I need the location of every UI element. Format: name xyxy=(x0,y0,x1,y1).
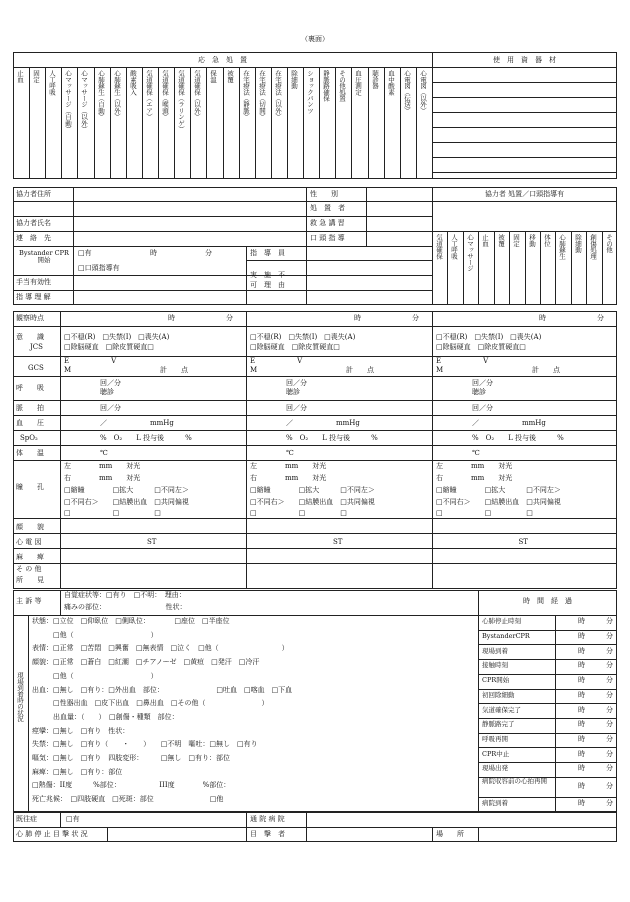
treatment-col-12: 保温 xyxy=(209,70,217,83)
arrival-line-6: □性器出血 □皮下出血 □鼻出血 □その他（ ） xyxy=(32,699,269,708)
treatment-col-16: 在宅療法（以外） xyxy=(274,70,282,120)
arrival-line-8: 痙攣：□無し □有り 性状： xyxy=(32,726,130,735)
cooperator-guidance-header: 協力者 処置／口頭指導有 xyxy=(484,190,565,198)
jcs-options2-c2: □除脳硬直 □除皮質硬直□ xyxy=(436,343,526,351)
pulse-rate-c2: 回／分 xyxy=(472,404,493,412)
pupil-row2-c1: □不同右＞ □結膜出血 □共同偏視 xyxy=(250,498,375,506)
consciousness-label: 意 識 xyxy=(16,333,44,341)
treatment-col-18: ショックパンツ xyxy=(306,70,314,114)
complexion-label: 顔 貌 xyxy=(16,523,44,531)
temperature-label: 体 温 xyxy=(16,449,44,457)
not-possible-reason-label: 可 理 由 xyxy=(250,281,285,289)
pupil-right-c1: 右 mm 対光 xyxy=(250,474,327,482)
cooperator-item-11: その他 xyxy=(605,234,613,253)
chief-complaint-label: 主 訴 等 xyxy=(16,597,42,605)
procedure-validity-label: 手当有効性 xyxy=(16,278,51,286)
treatment-col-3: 心マッサージ（自動） xyxy=(64,70,72,133)
arrival-line-11: 麻痺：□無し □有り：部位 xyxy=(32,767,123,776)
obs-minute-c1: 分 xyxy=(412,314,419,322)
chief-complaint-line1: 自覚症状等：□有り □不明： 理由： xyxy=(64,591,186,599)
history-label: 既往症 xyxy=(16,815,37,823)
treatment-col-25: 心電図（以外） xyxy=(419,70,427,114)
equipment-header: 使 用 資 器 材 xyxy=(493,56,556,64)
arrival-line-10: 嘔気：□無し □有り 四肢変形： □無し □有り：部位 xyxy=(32,754,230,762)
treatment-col-4: 心マッサージ（以外） xyxy=(80,70,88,133)
time-item-1: BystanderCPR xyxy=(482,632,530,641)
pulse-label: 脈 拍 xyxy=(16,404,44,412)
cooperator-item-0: 気道確保 xyxy=(435,234,443,259)
bp-unit-c2: mmHg xyxy=(522,419,546,427)
ecg-st-c1: ST xyxy=(333,538,343,546)
other-findings-label: そ の 他 xyxy=(16,565,42,573)
arrival-line-1: □他（ ） xyxy=(32,630,158,639)
arrival-line-4: □他（ ） xyxy=(32,671,158,680)
cooperator-name-label: 協力者氏名 xyxy=(16,219,51,227)
obs-minute-c2: 分 xyxy=(597,314,604,322)
obs-minute-c0: 分 xyxy=(226,314,233,322)
arrival-status-label: 現場到着時の状況 xyxy=(16,672,24,722)
hospital-label: 通 院 病 院 xyxy=(250,815,285,823)
performer-label: 処 置 者 xyxy=(310,204,345,212)
time-item-9: CPR中止 xyxy=(482,749,510,758)
pupil-row2-c0: □不同右＞ □結膜出血 □共同偏視 xyxy=(64,498,189,506)
time-item-0: 心肺停止時刻 xyxy=(482,617,521,626)
history-yes[interactable]: □有 xyxy=(66,815,80,823)
oral-guidance-label: 口 頭 指 導 xyxy=(310,234,345,242)
treatment-col-19: 静脈路確保 xyxy=(322,70,330,102)
instruction-understanding-label: 指 導 理 解 xyxy=(16,293,51,301)
resp-rate-c2: 回／分 xyxy=(472,379,493,387)
bp-slash-c0: ／ xyxy=(100,419,107,427)
auscultation-c1: 聴診 xyxy=(286,388,300,396)
gcs-ev-c0: E V xyxy=(64,357,117,365)
cooperator-item-8: 心肺蘇生 xyxy=(558,234,566,259)
time-item-7: 静脈路完了 xyxy=(482,720,515,729)
gcs-label: GCS xyxy=(28,364,44,372)
gcs-m-c0: M xyxy=(64,366,72,374)
jcs-label: JCS xyxy=(30,343,43,351)
treatment-col-15: 在宅療法（切開） xyxy=(258,70,266,120)
pupil-right-c2: 右 mm 対光 xyxy=(436,474,513,482)
gender-label: 性 別 xyxy=(310,190,338,198)
treatment-col-9: 気道確保（喉頭） xyxy=(161,70,169,120)
spo2-line-c1: % O₂ L 投与後 % xyxy=(286,434,378,442)
emergency-treatment-header: 応 急 処 置 xyxy=(198,56,247,64)
treatment-col-13: 被覆 xyxy=(226,70,234,83)
pupils-label: 瞳 孔 xyxy=(16,483,44,491)
treatment-col-8: 気道確保（エア） xyxy=(145,70,153,120)
not-performed-label: 実 施 不 xyxy=(250,271,285,279)
bp-unit-c1: mmHg xyxy=(336,419,360,427)
pupil-left-c1: 左 mm 対光 xyxy=(250,462,327,470)
bp-unit-c0: mmHg xyxy=(150,419,174,427)
cooperator-address-label: 協力者住所 xyxy=(16,190,51,198)
arrival-line-7: 出血量：（ ） □創傷・種類 部位： xyxy=(32,712,179,721)
cooperator-item-9: 除細動 xyxy=(574,234,582,253)
obs-hour-c0: 時 xyxy=(168,314,175,322)
ecg-st-c2: ST xyxy=(518,538,528,546)
cooperator-item-3: 止血 xyxy=(481,234,489,247)
time-item-10: 現場出発 xyxy=(482,764,508,773)
cooperator-item-6: 移動 xyxy=(528,234,536,247)
treatment-col-23: 血中酸素 xyxy=(387,70,395,95)
paralysis-label: 麻 痺 xyxy=(16,553,44,561)
temp-unit-c1: ℃ xyxy=(286,449,294,457)
gcs-m-c2: M xyxy=(436,366,444,374)
arrival-line-3: 顔貌：□正常 □蒼白 □紅潮 □チアノーゼ □黄疸 □発汗 □冷汗 xyxy=(32,658,260,667)
arrest-witness-label: 心 肺 停 止 目 撃 状 況 xyxy=(16,830,88,838)
ecg-label: 心 電 図 xyxy=(16,538,42,546)
witness-label: 目 撃 者 xyxy=(250,830,285,838)
instructor-label: 指 導 員 xyxy=(250,249,285,257)
gcs-ev-c1: E V xyxy=(250,357,303,365)
treatment-col-0: 止血 xyxy=(16,70,24,83)
pupil-left-c2: 左 mm 対光 xyxy=(436,462,513,470)
treatment-col-1: 固定 xyxy=(32,70,40,83)
treatment-col-2: 人工呼吸 xyxy=(48,70,56,95)
findings-label: 所 見 xyxy=(16,576,44,584)
treatment-col-17: 除細動 xyxy=(290,70,298,89)
respiration-label: 呼 吸 xyxy=(16,384,44,392)
cooperator-item-7: 体位 xyxy=(543,234,551,247)
pupil-row2-c2: □不同右＞ □結膜出血 □共同偏視 xyxy=(436,498,561,506)
cooperator-item-5: 固定 xyxy=(512,234,520,247)
bystander-cpr-yes[interactable]: □有 xyxy=(78,249,92,257)
gcs-ev-c2: E V xyxy=(436,357,489,365)
treatment-col-7: 酸素吸入 xyxy=(129,70,137,95)
temp-unit-c2: ℃ xyxy=(472,449,480,457)
auscultation-c0: 聴診 xyxy=(100,388,114,396)
obs-hour-c1: 時 xyxy=(354,314,361,322)
temp-unit-c0: ℃ xyxy=(100,449,108,457)
jcs-options2-c0: □除脳硬直 □除皮質硬直□ xyxy=(64,343,154,351)
lifesaving-course-label: 救 急 講 習 xyxy=(310,219,345,227)
pupil-row3-c2: □ □ □ xyxy=(436,509,533,517)
arrival-line-13: 死亡兆候： □四肢硬直 □死斑：部位 □他 xyxy=(32,795,224,804)
pupil-row1-c0: □縮瞳 □拡大 □不同左＞ xyxy=(64,486,189,494)
treatment-col-21: 血圧測定 xyxy=(354,70,362,95)
treatment-col-11: 気道確保（以外） xyxy=(193,70,201,120)
time-item-11: 病院収容前の心拍再開 xyxy=(482,776,547,785)
oral-guidance-yes[interactable]: □口頭指導有 xyxy=(78,264,120,272)
jcs-options2-c1: □除脳硬直 □除皮質硬直□ xyxy=(250,343,340,351)
page-title: （裏面） xyxy=(301,35,329,43)
time-item-3: 接触時刻 xyxy=(482,661,508,670)
cooperator-item-10: 創傷処理 xyxy=(589,234,597,259)
cooperator-item-2: 心マッサージ xyxy=(466,234,474,272)
gcs-total-c0: 計 点 xyxy=(160,366,188,374)
arrival-line-2: 表情：□正常 □苦悶 □興奮 □無表情 □泣く □他（ ） xyxy=(32,644,289,653)
cooperator-item-4: 被覆 xyxy=(497,234,505,247)
auscultation-c2: 聴診 xyxy=(472,388,486,396)
treatment-col-10: 気道確保（ラリンゲ） xyxy=(177,70,185,133)
time-item-2: 現場到着 xyxy=(482,646,508,655)
gcs-total-c2: 計 点 xyxy=(532,366,560,374)
spo2-line-c0: % O₂ L 投与後 % xyxy=(100,434,192,442)
time-item-12: 病院到着 xyxy=(482,799,508,808)
cooperator-item-1: 人工呼吸 xyxy=(450,234,458,259)
jcs-options-c0: □不穏(R) □失禁(I) □喪失(A) xyxy=(64,333,170,341)
pupil-row3-c1: □ □ □ xyxy=(250,509,347,517)
pupil-row1-c2: □縮瞳 □拡大 □不同左＞ xyxy=(436,486,561,494)
bystander-cpr-label: Bystander CPR開始 xyxy=(19,249,69,265)
jcs-options-c1: □不穏(R) □失禁(I) □喪失(A) xyxy=(250,333,356,341)
time-item-6: 気道確保完了 xyxy=(482,705,521,714)
time-item-5: 初回除細動 xyxy=(482,690,515,699)
arrival-line-5: 出血：□無し □有り：□外出血 部位： □吐血 □喀血 □下血 xyxy=(32,685,293,694)
treatment-col-20: その他処置 xyxy=(338,70,346,102)
obs-time-label: 観察時点 xyxy=(16,314,44,322)
pulse-rate-c1: 回／分 xyxy=(286,404,307,412)
spo2-line-c2: % O₂ L 投与後 % xyxy=(472,434,564,442)
time-item-8: 呼吸再開 xyxy=(482,734,508,743)
treatment-col-14: 在宅療法（静脈） xyxy=(242,70,250,120)
arrival-line-9: 失禁：□無し □有り（ ・ ） □不明 嘔吐：□無し □有り xyxy=(32,740,258,749)
resp-rate-c0: 回／分 xyxy=(100,379,121,387)
bp-slash-c2: ／ xyxy=(472,419,479,427)
bp-slash-c1: ／ xyxy=(286,419,293,427)
pupil-row1-c1: □縮瞳 □拡大 □不同左＞ xyxy=(250,486,375,494)
gcs-m-c1: M xyxy=(250,366,258,374)
contact-label: 連 絡 先 xyxy=(16,234,51,242)
place-label: 場 所 xyxy=(436,830,464,838)
obs-hour-c2: 時 xyxy=(539,314,546,322)
time-course-header: 時 間 経 過 xyxy=(523,597,572,605)
form-page: （裏面） 応 急 処 置 使 用 資 器 材 止血 固定 人工呼吸 心マッサージ（自動） 心マッサージ（以外） 心肺蘇生（自動） 心肺蘇生（以外） 酸素吸入 気道確保（エア） 気道確保（喉頭） 気道確保（ラリンゲ） 気道確保（以外） 保温 被覆 在宅療法（静脈） 在宅療法（切開） 在宅療法（以外） 除細動 ショックパンツ 静脈路確保 その他処置 血圧測定 聴診器 血中酸素 心電図（伝送） 心電図（以外） 協力者住所 協力者氏名 連 絡 先 性 別 処 置 者 救 急 講 習 口 頭 指 導 協力者 処置／口頭指導有 気道確保 人工呼吸 心マッサージ 止血 被覆 固定 移動 体位 心肺蘇生 除細動 創傷処理 その他 Bystander CPR開始 □有 時 分 □口頭指導有 指 導 員 実 施 不 可 理 由 手当有効性 指 導 理 解 観察時点 意 識 JCS GCS 呼 吸 脈 拍 血 圧 SpO₂ 体 温 瞳 孔 顔 貌 心 電 図 麻 痺 そ の 他 所 見 時 分 □不穏(R) □失禁(I) □喪失(A) □除脳硬直 □除皮質硬直□ E V M 計 点 回／分 聴診 回／分 ／ mmHg % O₂ L 投与後 % ℃ 左 mm 対光 右 mm 対光 □縮瞳 □拡大 □不同左＞ □不同右＞ □結膜出血 □共同偏視 □ □ □ ST 時 分 □不穏(R) □失禁(I) □喪失(A) □除脳硬直 □除皮質硬直□ E V M 計 点 回／分 聴診 回／分 ／ mmHg % O₂ L 投与後 % ℃ 左 mm 対光 右 mm 対光 □縮瞳 □拡大 □不同左＞ □不同右＞ □結膜出血 □共同偏視 □ □ □ ST 時 分 □不穏(R) □失禁(I) □喪失(A) □除脳硬直 □除皮質硬直□ E V M 計 点 回／分 聴診 回／分 ／ mmHg % O₂ L 投与後 % ℃ 左 mm 対光 右 mm 対光 □縮瞳 □拡大 □不同左＞ □不同右＞ □結膜出血 □共同偏視 □ □ □ ST 主 訴 等 自覚症状等：□有り □不明： 理由： 痛みの部位： 性状： 現場到着時の状況 状態：□立位 □仰臥位 □側臥位： □座位 □半座位 □他（ ） 表情：□正常 □苦悶 □興奮 □無表情 □泣く □他（ ） 顔貌：□正常 □蒼白 □紅潮 □チアノーゼ □黄疸 □発汗 □冷汗 □他（ ） 出血：□無し □有り：□外出血 部位： □吐血 □喀血 □下血 □性器出血 □皮下出血 □鼻出血 □その他（ ） 出血量：（ ） □創傷・種類 部位： 痙攣：□無し □有り 性状： 失禁：□無し □有り（ ・ ） □不明 嘔吐：□無し □有り 嘔気：□無し □有り 四肢変形： □無し □有り：部位 麻痺：□無し □有り：部位 □熱傷：II度 %部位： III度 %部位： 死亡兆候： □四肢硬直 □死斑：部位 □他 時 間 経 過 心肺停止時刻 時 分 BystanderCPR 時 分 現場到着 時 分 接触時刻 時 分 CPR開始 時 分 初回除細動 時 分 気道確保完了 時 分 静脈路完了 時 分 呼吸再開 時 分 CPR中止 時 分 現場出発 時 分 病院収容前の心拍再開 時 分 病院到着 時 分 既往症 □有 通 院 病 院 心 肺 停 止 目 撃 状 況 目 撃 者 場 所 xyxy=(0,0,630,902)
pupil-right-c0: 右 mm 対光 xyxy=(64,474,141,482)
ecg-st-c0: ST xyxy=(147,538,157,546)
treatment-col-5: 心肺蘇生（自動） xyxy=(97,70,105,120)
gcs-total-c1: 計 点 xyxy=(346,366,374,374)
treatment-col-6: 心肺蘇生（以外） xyxy=(113,70,121,120)
bp-label: 血 圧 xyxy=(16,419,44,427)
time-item-4: CPR開始 xyxy=(482,676,510,685)
spo2-label: SpO₂ xyxy=(20,434,38,442)
treatment-col-24: 心電図（伝送） xyxy=(403,70,411,114)
resp-rate-c1: 回／分 xyxy=(286,379,307,387)
arrival-line-12: □熱傷：II度 %部位： III度 %部位： xyxy=(32,781,231,790)
treatment-col-22: 聴診器 xyxy=(371,70,379,89)
jcs-options-c2: □不穏(R) □失禁(I) □喪失(A) xyxy=(436,333,542,341)
pupil-row3-c0: □ □ □ xyxy=(64,509,161,517)
chief-complaint-line2: 痛みの部位： 性状： xyxy=(64,603,187,611)
pupil-left-c0: 左 mm 対光 xyxy=(64,462,141,470)
arrival-line-0: 状態：□立位 □仰臥位 □側臥位： □座位 □半座位 xyxy=(32,617,230,625)
pulse-rate-c0: 回／分 xyxy=(100,404,121,412)
